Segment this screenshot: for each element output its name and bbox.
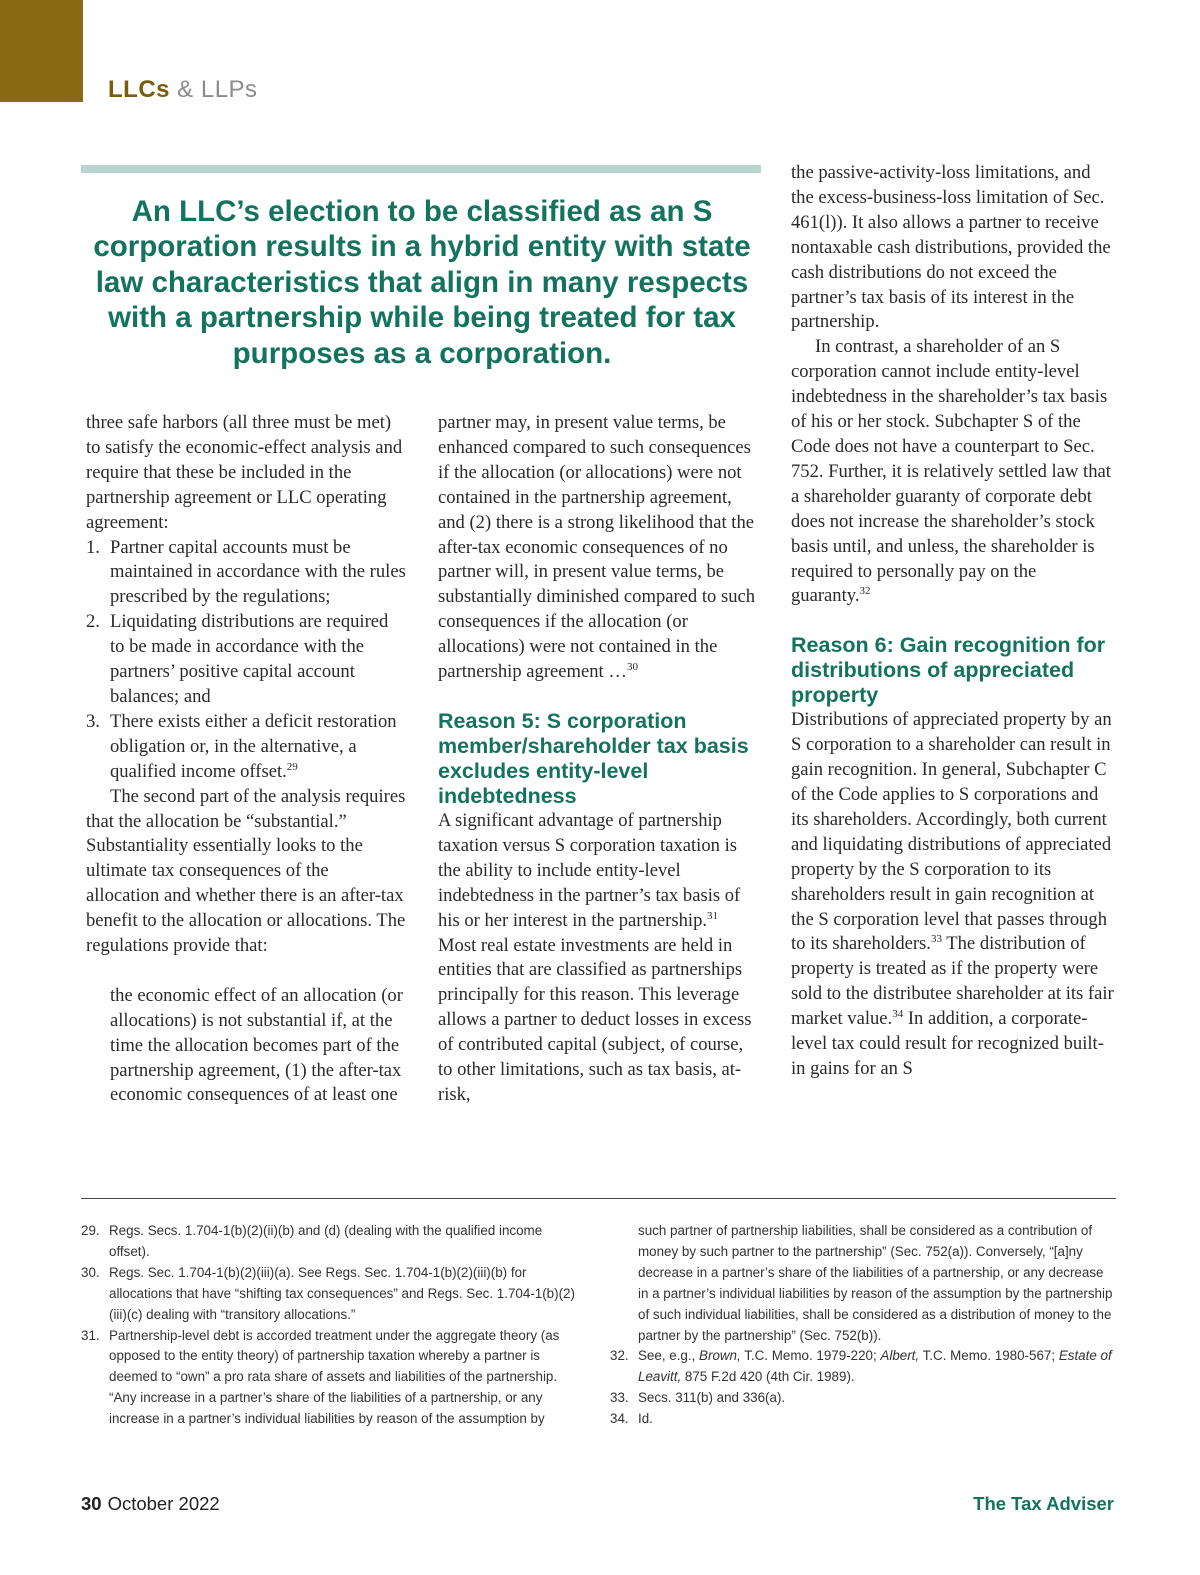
footnote-29 — [81, 1221, 583, 1263]
footnote-31 — [81, 1326, 583, 1431]
footnotes-left — [81, 1221, 583, 1430]
col3-paragraph-3-text-end: In addition, a corporate-level tax could result for recognized built-in gains for an S — [791, 1008, 1104, 1079]
fn32-cite-3: 875 F.2d 420 (4th Cir. 1989). — [681, 1369, 855, 1385]
gold-corner-block — [0, 0, 83, 102]
fn32-cite-1: T.C. Memo. 1979-220; — [740, 1348, 881, 1364]
col3-paragraph-3 — [791, 708, 1116, 1082]
body-column-1 — [86, 411, 406, 1108]
footnote-text: Id. — [638, 1411, 653, 1427]
section-header — [108, 76, 258, 104]
list-item — [86, 536, 406, 611]
fn32-lead: See, e.g., — [638, 1348, 700, 1364]
footnote-ref-29[interactable]: 29 — [286, 760, 298, 773]
reason-6-heading: Reason 6: Gain recognition for distributions of appreciated property — [791, 633, 1106, 708]
footnote-ref-31[interactable]: 31 — [707, 909, 719, 922]
footnote-number: 29. — [81, 1223, 100, 1238]
section-header-rest: & LLPs — [177, 76, 258, 103]
footnote-33 — [610, 1388, 1116, 1409]
col2-paragraph — [438, 809, 760, 1108]
footnote-text: Partnership-level debt is accorded treatment under the aggregate theory (as opposed to the entity theory) of partnership taxation whereby a partner is deemed to “own” a pro rata share of assets and liabilities of the partnership. “Any increase in a partner’s share of the liabilities of a partnership, or any increase in a partner’s individual liabilities by reason of the assumption by — [109, 1327, 560, 1427]
col3-paragraph-3-text: Distributions of appreciated property by an S corporation to a shareholder can result in gain recognition. In general, Subchapter C of the Code applies to S corporations and its shareholders. Accordingly, both current and liquidating distributions of appreciated property by the S corporation to its shareholders result in gain recognition at the S corporation level that passes through to its shareholders. — [791, 709, 1112, 955]
footnote-32 — [610, 1346, 1116, 1388]
footnote-ref-34[interactable]: 34 — [892, 1008, 904, 1021]
footnote-number: 34. — [610, 1411, 629, 1427]
footnote-text: Regs. Secs. 1.704-1(b)(2)(ii)(b) and (d) (dealing with the qualified income offset). — [109, 1223, 543, 1259]
regulation-quote: the economic effect of an allocation (or allocations) is not substantial if, at the time the allocation becomes part of the partnership agreement, (1) the after-tax economic consequences of at least one — [110, 984, 403, 1106]
issue-date: October 2022 — [107, 1493, 220, 1514]
list-item — [86, 610, 406, 710]
quote-text: partner may, in present value terms, be enhanced compared to such consequences if the allocation (or allocations) were not contained in the partnership agreement, and (2) there is a strong likelihood that the after-tax economic consequences of no partner will, in present value terms, be substantially diminished compared to such consequences if the allocation (or allocations) were not contained in the partnership agreement … — [438, 412, 756, 683]
col1-intro: three safe harbors (all three must be met) to satisfy the economic-effect analysis and require that these be included in the partnership agreement or LLC operating agreement: — [86, 412, 403, 533]
footnote-number: 30. — [81, 1264, 100, 1280]
pull-quote-bar — [81, 165, 761, 173]
section-header-bold: LLCs — [108, 76, 170, 103]
footnote-text: Regs. Sec. 1.704-1(b)(2)(iii)(a). See Regs. Sec. 1.704-1(b)(2)(iii)(b) for allocations that have “shifting tax consequences” and Regs. Sec. 1.704-1(b)(2)(iii)(c) dealing with “transitory allocations.” — [109, 1264, 575, 1322]
page-number: 30 — [81, 1493, 102, 1514]
list-item-text: Partner capital accounts must be maintained in accordance with the rules prescribed by the regulations; — [110, 536, 406, 608]
col2-paragraph-text: A significant advantage of partnership taxation versus S corporation taxation is the ability to include entity-level indebtedness in the partner’s tax basis of his or her interest in the partnership. — [438, 809, 741, 931]
list-item — [86, 710, 406, 785]
col2-paragraph-text-cont: Most real estate investments are held in entities that are classified as partnerships principally for this reason. This leverage allows a partner to deduct losses in excess of contributed capital (subject, of course, to other limitations, such as tax basis, at-risk, — [438, 934, 752, 1105]
page-folio — [81, 1493, 220, 1515]
footnote-text — [638, 1348, 1112, 1384]
footnote-ref-33[interactable]: 33 — [930, 933, 942, 946]
col3-paragraph-3-text-cont: The distribution of property is treated as if the property were sold to the distributee shareholder at its fair market value. — [791, 933, 1114, 1030]
list-item-number: 3. — [86, 710, 100, 732]
footnote-31-continued: such partner of partnership liabilities, shall be considered as a contribution of money by such partner to the partnership” (Sec. 752(a)). Conversely, “[a]ny decrease in a partner’s share of the liabilities of a partnership, or any decrease in a partner’s individual liabilities by reason of the assumption by the partnership of such individual liabilities, shall be considered as a distribution of money to the partner by the partnership” (Sec. 752(b)). — [638, 1223, 1113, 1343]
list-item-text: Liquidating distributions are required to be made in accordance with the partners’ positive capital account balances; and — [110, 611, 389, 707]
footnote-number: 31. — [81, 1327, 100, 1343]
footnote-ref-30[interactable]: 30 — [626, 661, 638, 674]
case-name-albert: Albert, — [880, 1348, 920, 1364]
footnote-34 — [610, 1409, 1116, 1430]
col1-paragraph: The second part of the analysis requires that the allocation be “substantial.” Substantiality essentially looks to the ultimate tax consequences of the allocation and whether there is an after-tax benefit to the allocation or allocations. The regulations provide that: — [86, 785, 406, 957]
body-column-3 — [791, 161, 1116, 1082]
list-item-number: 1. — [86, 536, 100, 558]
body-column-2 — [438, 411, 760, 1108]
reason-5-heading: Reason 5: S corporation member/shareholder tax basis excludes entity-level indebtedness — [438, 708, 749, 808]
case-name-brown: Brown, — [699, 1348, 741, 1364]
pull-quote: An LLC’s election to be classified as an S corporation results in a hybrid entity with state law characteristics that align in many respects with a partnership while being treated for tax purposes as a corporation. — [93, 195, 751, 370]
col3-paragraph-1: the passive-activity-loss limitations, and the excess-business-loss limitation of Sec. 461(l)). It also allows a partner to receive nontaxable cash distributions, provided the cash distributions do not exceed the partner’s tax basis of its interest in the partnership. — [791, 162, 1111, 333]
footnote-30 — [81, 1263, 583, 1326]
footnotes-right — [610, 1221, 1116, 1430]
footnote-ref-32[interactable]: 32 — [859, 585, 871, 598]
footnote-text: Secs. 311(b) and 336(a). — [638, 1390, 786, 1406]
col3-paragraph-2-text: In contrast, a shareholder of an S corporation cannot include entity-level indebtedness in the shareholder’s tax basis of his or her stock. Subchapter S of the Code does not have a counterpart to Sec. 752. Further, it is relatively settled law that a shareholder guaranty of corporate debt does not increase the shareholder’s stock basis until, and unless, the shareholder is required to personally pay on the guaranty. — [791, 336, 1111, 607]
footnote-number: 32. — [610, 1348, 629, 1364]
regulation-quote-continued — [438, 411, 760, 685]
footnote-number: 33. — [610, 1390, 629, 1406]
list-item-number: 2. — [86, 611, 100, 633]
case-name-leavitt: Estate of Leavitt, — [638, 1348, 1112, 1385]
col3-paragraph-2 — [791, 335, 1116, 609]
list-item-text: There exists either a deficit restoration obligation or, in the alternative, a qualified income offset. — [110, 710, 397, 782]
publication-name: The Tax Adviser — [973, 1493, 1114, 1514]
footnote-divider — [81, 1198, 1116, 1199]
fn32-cite-2: T.C. Memo. 1980-567; — [919, 1348, 1059, 1364]
